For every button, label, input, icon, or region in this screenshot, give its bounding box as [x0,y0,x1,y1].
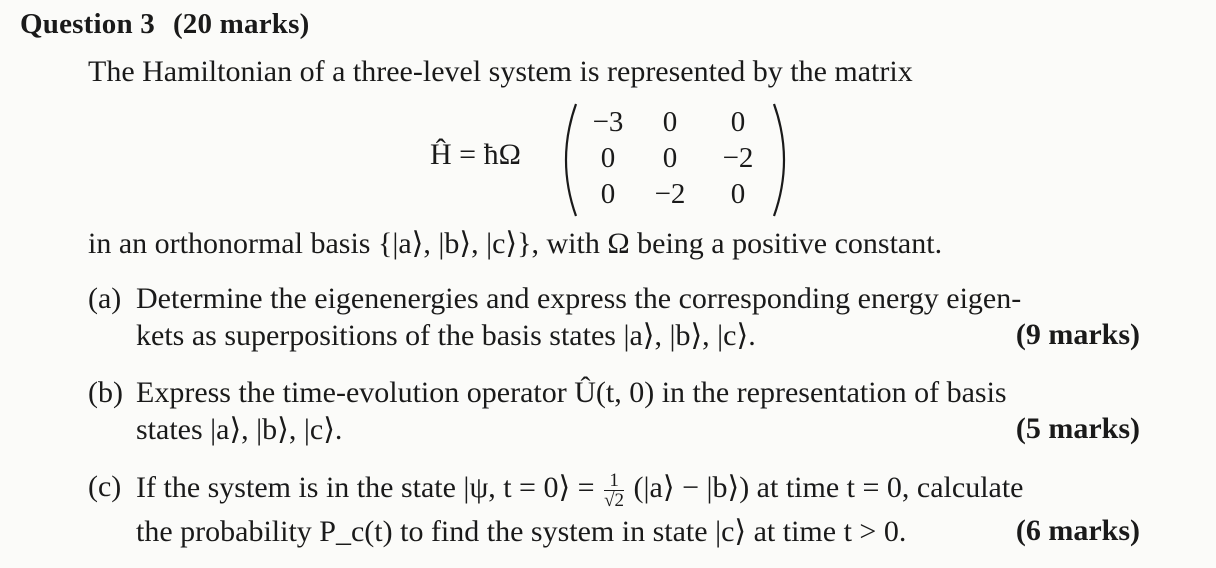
part-label: (a) [88,282,122,315]
matrix-cell: −3 [592,106,624,138]
part-label: (b) [88,376,123,409]
part-text-line: Express the time-evolution operator Û(t, 0) in the representation of basis [136,376,1007,409]
hamiltonian-equation [430,100,810,220]
part-marks: (5 marks) [1015,412,1140,445]
question-heading [20,8,309,41]
question-title: Question 3 [20,8,155,40]
right-parenthesis [768,100,798,220]
fraction-numerator: 1 [604,471,624,491]
basis-statement: in an orthonormal basis {|a⟩, |b⟩, |c⟩}, with Ω being a positive constant. [88,227,943,260]
part-text-line: kets as superpositions of the basis states |a⟩, |b⟩, |c⟩. [136,319,756,352]
equation-lhs: Ĥ = ħΩ [430,138,521,171]
matrix-cell: 0 [730,106,746,138]
matrix-cell: −2 [654,178,686,210]
part-text-line: states |a⟩, |b⟩, |c⟩. [136,413,343,446]
matrix-cell: −2 [722,142,754,174]
fraction [604,471,624,510]
matrix-cell: 0 [662,142,678,174]
part-text-line: Determine the eigenenergies and express the corresponding energy eigen- [136,282,1022,315]
matrix-cell: 0 [730,178,746,210]
matrix-cell: 0 [600,142,616,174]
matrix-cell: 0 [600,178,616,210]
part-marks: (9 marks) [1015,318,1140,351]
state-definition-text: (|a⟩ − |b⟩) at time t = 0, calculate [633,471,1024,504]
question-marks: (20 marks) [172,8,310,40]
state-definition-text: If the system is in the state |ψ, t = 0⟩ = [136,471,595,504]
part-text-line [136,470,1024,510]
matrix-cell: 0 [662,106,678,138]
intro-text: The Hamiltonian of a three-level system is represented by the matrix [88,55,913,88]
part-marks: (6 marks) [1015,514,1140,547]
fraction-denominator: √2 [604,489,625,511]
part-label: (c) [88,470,122,503]
part-text-line: the probability P_c(t) to find the system in state |c⟩ at time t > 0. [136,515,907,548]
